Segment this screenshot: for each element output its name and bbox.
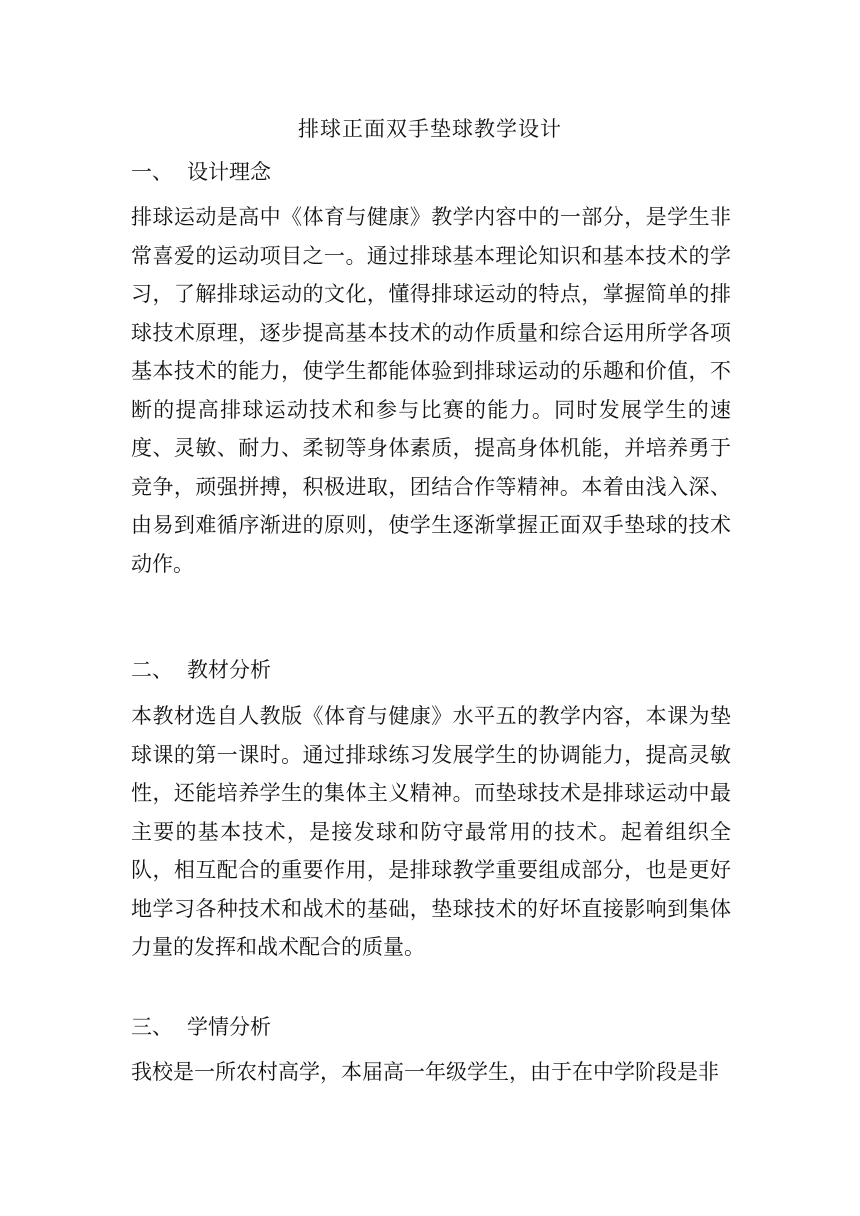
section-number: 二、	[131, 658, 173, 682]
section-paragraph-design-concept: 排球运动是高中《体育与健康》教学内容中的一部分，是学生非常喜爱的运动项目之一。通过排球基本理论知识和基本技术的学习，了解排球运动的文化，懂得排球运动的特点，掌握简单的排球技术原理，逐步提高基本技术的动作质量和综合运用所学各项基本技术的能力，使学生都能体验到排球运动的乐趣和价值，不断的提高排球运动技术和参与比赛的能力。同时发展学生的速度、灵敏、耐力、柔韧等身体素质，提高身体机能，并培养勇于竞争，顽强拼搏，积极进取，团结合作等精神。本着由浅入深、由易到难循序渐进的原则，使学生逐渐掌握正面双手垫球的技术动作。	[131, 205, 731, 576]
document-title: 排球正面双手垫球教学设计	[298, 117, 562, 141]
section-heading-material-analysis	[131, 655, 271, 685]
section-heading-text: 设计理念	[187, 160, 271, 184]
section-paragraph-student-analysis: 我校是一所农村高学，本届高一年级学生，由于在中学阶段是非	[131, 1060, 719, 1084]
section-number: 三、	[131, 1015, 173, 1039]
section-heading-text: 教材分析	[187, 658, 271, 682]
section-heading-text: 学情分析	[187, 1015, 271, 1039]
section-number: 一、	[131, 160, 173, 184]
section-paragraph-material-analysis: 本教材选自人教版《体育与健康》水平五的教学内容，本课为垫球课的第一课时。通过排球练习发展学生的协调能力，提高灵敏性，还能培养学生的集体主义精神。而垫球技术是排球运动中最主要的基本技术，是接发球和防守最常用的技术。起着组织全队，相互配合的重要作用，是排球教学重要组成部分，也是更好地学习各种技术和战术的基础，垫球技术的好坏直接影响到集体力量的发挥和战术配合的质量。	[131, 704, 731, 959]
section-heading-design-concept	[131, 157, 271, 187]
section-heading-student-analysis	[131, 1012, 271, 1042]
